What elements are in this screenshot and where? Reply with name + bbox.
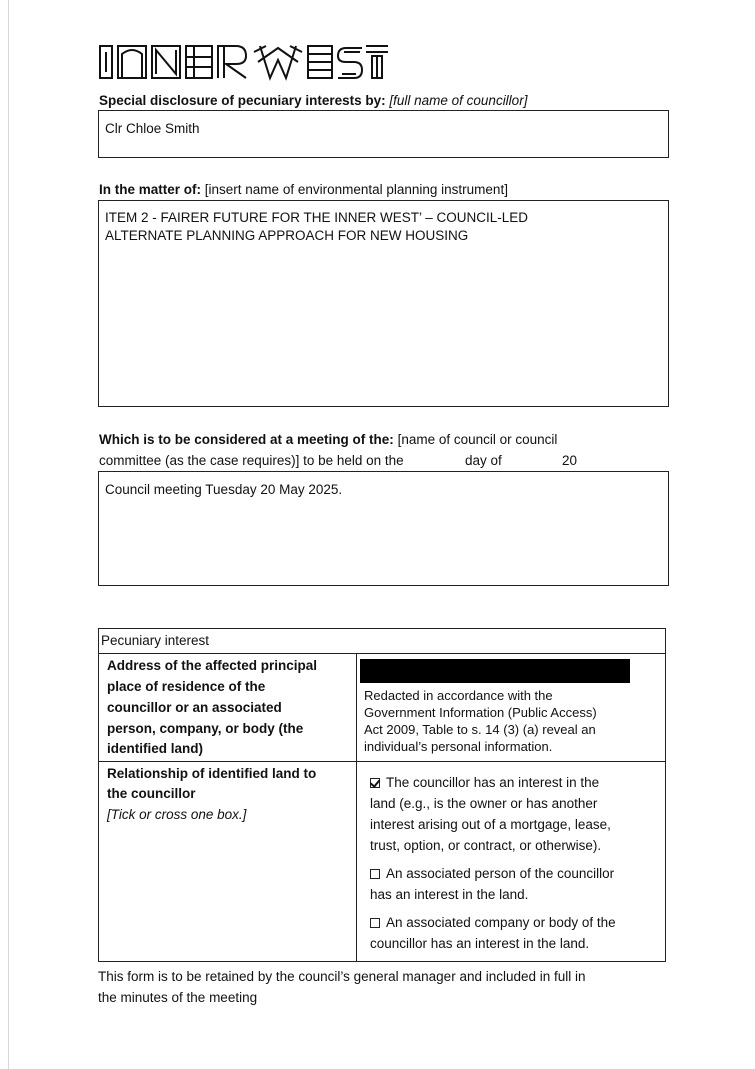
discloser-hint: [full name of councillor] [389, 93, 528, 108]
discloser-field[interactable] [98, 110, 669, 158]
option-text-line: has an interest in the land. [370, 887, 529, 902]
address-label-line: person, company, or body (the [107, 721, 304, 736]
table-column-divider [356, 653, 357, 961]
option-text-line: councillor has an interest in the land. [370, 936, 590, 951]
meeting-hint-line2: committee (as the case requires)] to be held on the [99, 453, 404, 468]
meeting-label-row [99, 432, 667, 448]
option-text-line: The councillor has an interest in the [386, 775, 600, 790]
option-text-line: An associated person of the councillor [386, 866, 615, 881]
footer-line: the minutes of the meeting [98, 990, 258, 1005]
matter-value-line1: ITEM 2 - FAIRER FUTURE FOR THE INNER WEST’ – COUNCIL-LED [105, 210, 529, 225]
redaction-note-line: Act 2009, Table to s. 14 (3) (a) reveal an [364, 722, 596, 737]
table-divider [99, 653, 665, 654]
inner-west-logo-graphic [98, 42, 388, 82]
matter-label: In the matter of: [99, 182, 202, 197]
meeting-year: 20 [562, 453, 578, 468]
matter-hint: [insert name of environmental planning instrument] [204, 182, 508, 197]
meeting-label: Which is to be considered at a meeting of the: [99, 432, 394, 447]
footer-line: This form is to be retained by the council’s general manager and included in full in [98, 969, 586, 984]
redaction-note-line: individual’s personal information. [364, 739, 553, 754]
relationship-hint: [Tick or cross one box.] [107, 807, 247, 822]
address-label-line: Address of the affected principal [107, 658, 318, 673]
option-text-line: An associated company or body of the [386, 915, 616, 930]
meeting-value: Council meeting Tuesday 20 May 2025. [105, 482, 343, 497]
meeting-field[interactable] [98, 471, 669, 586]
redacted-address-block [360, 659, 630, 683]
checkbox-empty-icon[interactable] [370, 918, 380, 928]
discloser-label-row [99, 93, 527, 109]
option-associated-company[interactable] [370, 912, 616, 933]
relationship-label-line: the councillor [107, 786, 196, 801]
checkbox-empty-icon[interactable] [370, 869, 380, 879]
matter-value-line2: ALTERNATE PLANNING APPROACH FOR NEW HOUSING [105, 228, 469, 243]
matter-label-row [99, 182, 508, 198]
pecuniary-interest-table [98, 628, 666, 962]
discloser-label: Special disclosure of pecuniary interests by: [99, 93, 386, 108]
scan-edge-line [8, 0, 9, 1069]
address-label-line: place of residence of the [107, 679, 266, 694]
relationship-label-line: Relationship of identified land to [107, 766, 317, 781]
option-text-line: land (e.g., is the owner or has another [370, 796, 598, 811]
checkbox-checked-icon[interactable] [370, 778, 380, 788]
address-label-line: identified land) [107, 741, 203, 756]
table-header: Pecuniary interest [101, 633, 210, 648]
redaction-note-line: Government Information (Public Access) [364, 705, 597, 720]
matter-field[interactable] [98, 200, 669, 407]
address-label-line: councillor or an associated [107, 700, 282, 715]
table-divider [99, 761, 665, 762]
option-text-line: interest arising out of a mortgage, lease, [370, 817, 611, 832]
footer-note [98, 966, 670, 1008]
meeting-hint-line1: [name of council or council [397, 432, 558, 447]
option-associated-person[interactable] [370, 863, 614, 884]
inner-west-logo [98, 42, 388, 82]
redaction-note-line: Redacted in accordance with the [364, 688, 553, 703]
meeting-day-of: day of [465, 453, 502, 468]
option-text-line: trust, option, or contract, or otherwise). [370, 838, 602, 853]
option-owner-interest[interactable] [370, 772, 599, 793]
discloser-value: Clr Chloe Smith [105, 121, 200, 136]
